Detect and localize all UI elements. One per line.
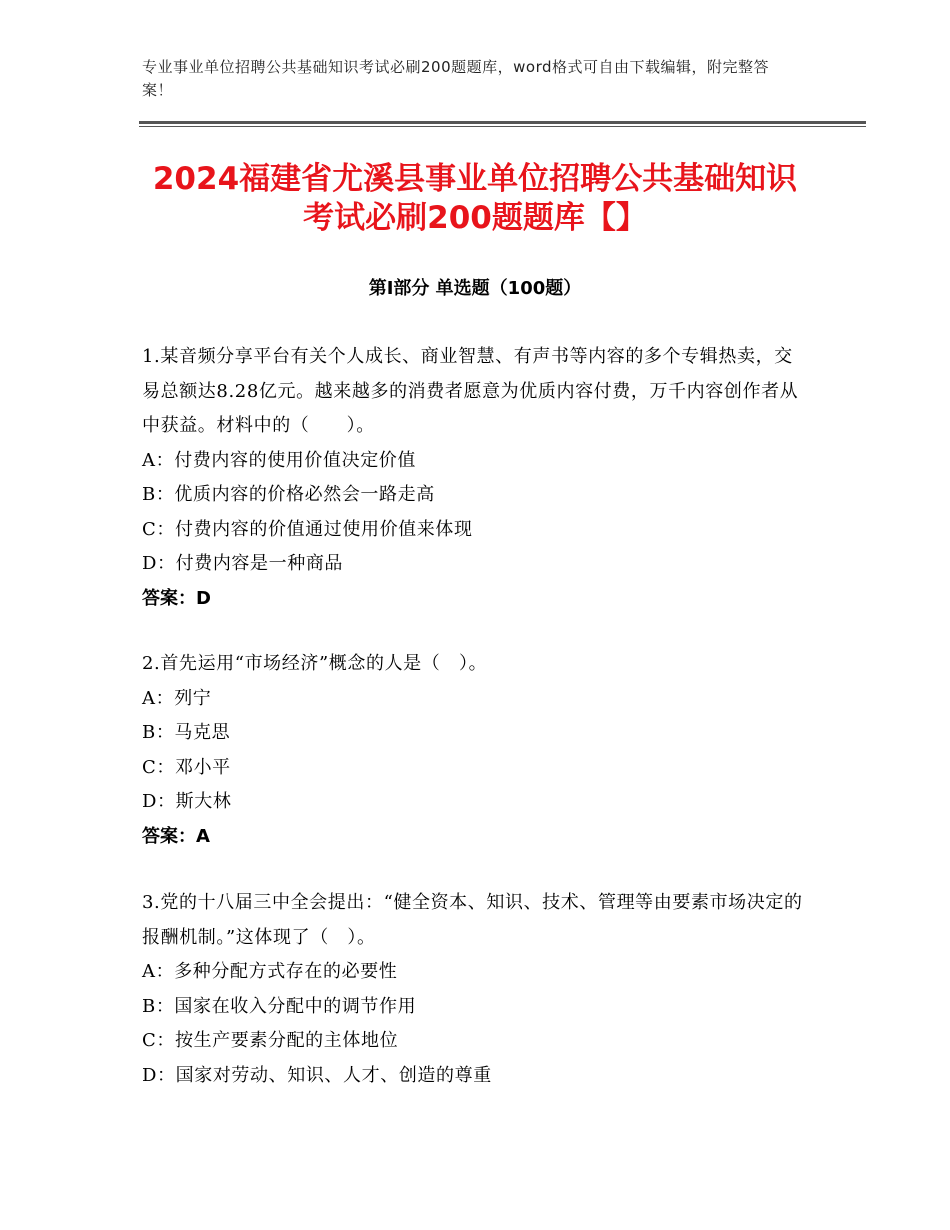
option-d: D：国家对劳动、知识、人才、创造的尊重 xyxy=(142,1064,492,1086)
option-b: B：优质内容的价格必然会一路走高 xyxy=(142,484,435,505)
option-a: A：付费内容的使用价值决定价值 xyxy=(142,449,416,471)
option-a: A：多种分配方式存在的必要性 xyxy=(142,961,398,982)
option-c: C：按生产要素分配的主体地位 xyxy=(142,1030,399,1051)
question-stem: 1.某音频分享平台有关个人成长、商业智慧、有声书等内容的多个专辑热卖，交易总额达8.28亿元。越来越多的消费者愿意为优质内容付费，万千内容创作者从中获益。材料中的（ ）。 xyxy=(142,346,799,436)
section-heading: 第Ⅰ部分 单选题（100题） xyxy=(368,278,582,299)
question-1 xyxy=(142,340,807,616)
option-b: B：马克思 xyxy=(142,722,231,743)
option-c: C：邓小平 xyxy=(142,756,231,778)
question-stem: 2.首先运用“市场经济”概念的人是（ ）。 xyxy=(142,653,488,674)
option-c: C：付费内容的价值通过使用价值来体现 xyxy=(142,518,473,540)
answer: 答案：A xyxy=(142,825,210,847)
option-d: D：斯大林 xyxy=(142,791,232,812)
question-3 xyxy=(142,886,807,1093)
answer: 答案：D xyxy=(142,587,211,609)
question-stem: 3.党的十八届三中全会提出：“健全资本、知识、技术、管理等由要素市场决定的报酬机制。”这体现了（ ）。 xyxy=(142,892,803,948)
document-title: 2024福建省尤溪县事业单位招聘公共基础知识考试必刷200题题库【】 xyxy=(152,161,798,236)
header-note: 专业事业单位招聘公共基础知识考试必刷200题题库，word格式可自由下载编辑，附完整答案！ xyxy=(142,58,770,99)
question-2 xyxy=(142,647,807,854)
option-a: A：列宁 xyxy=(142,687,212,709)
option-d: D：付费内容是一种商品 xyxy=(142,553,344,574)
header-rule-thin xyxy=(139,126,866,127)
header-rule-thick xyxy=(139,121,866,124)
option-b: B：国家在收入分配中的调节作用 xyxy=(142,995,417,1017)
